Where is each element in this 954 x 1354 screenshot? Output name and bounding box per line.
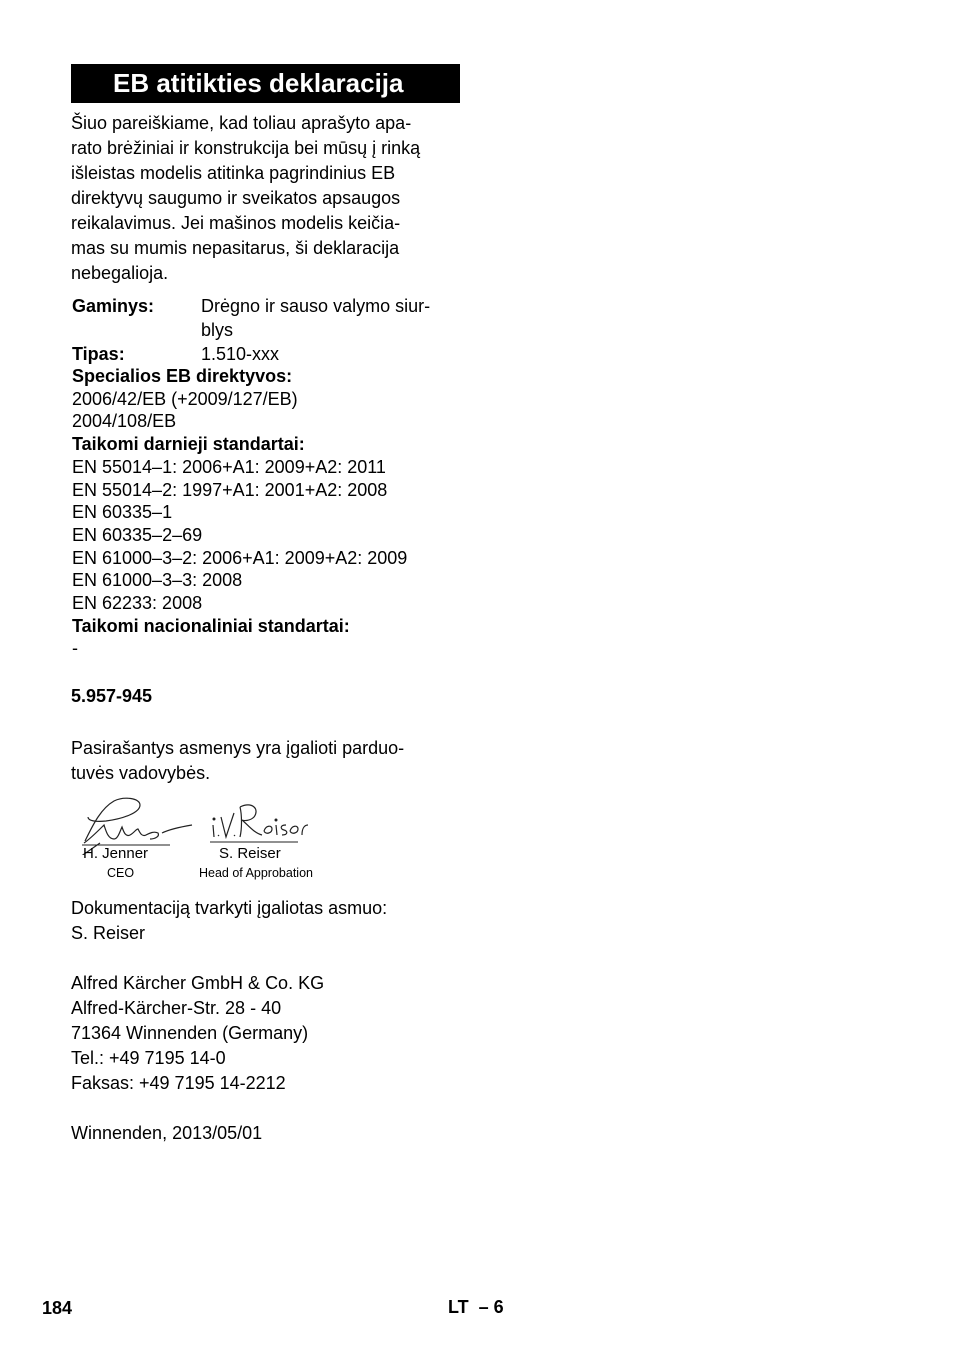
standard-item: EN 61000–3–2: 2006+A1: 2009+A2: 2009 bbox=[72, 547, 408, 568]
language-page-label: LT – 6 bbox=[448, 1297, 504, 1317]
signatories-note bbox=[71, 736, 471, 786]
signatory-name: H. Jenner bbox=[83, 845, 149, 862]
signatories-note-line: Pasirašantys asmenys yra įgalioti parduo- bbox=[71, 738, 405, 758]
signatories-note-line: tuvės vadovybės. bbox=[71, 763, 211, 783]
signatures bbox=[70, 795, 360, 885]
company-fax: Faksas: +49 7195 14-2212 bbox=[71, 1073, 286, 1093]
standard-item: EN 55014–2: 1997+A1: 2001+A2: 2008 bbox=[72, 479, 388, 500]
product-row bbox=[72, 295, 462, 319]
intro-line: rato brėžiniai ir konstrukcija bei mūsų į rinką bbox=[71, 138, 421, 158]
product-row-continued bbox=[72, 319, 462, 343]
standard-item: EN 61000–3–3: 2008 bbox=[72, 570, 243, 591]
type-value: 1.510-xxx bbox=[201, 344, 280, 364]
place-date: Winnenden, 2013/05/01 bbox=[71, 1123, 263, 1143]
company-street: Alfred-Kärcher-Str. 28 - 40 bbox=[71, 998, 282, 1018]
harmonized-standards-label: Taikomi darnieji standartai: bbox=[72, 434, 305, 455]
signatory-name: S. Reiser bbox=[219, 845, 281, 862]
page-title: EB atitikties deklaracija bbox=[71, 64, 460, 103]
company-address bbox=[71, 971, 471, 1096]
intro-line: direktyvų saugumo ir sveikatos apsaugos bbox=[71, 188, 401, 208]
company-phone: Tel.: +49 7195 14-0 bbox=[71, 1048, 226, 1068]
intro-line: išleistas modelis atitinka pagrindinius EB bbox=[71, 163, 396, 183]
product-label: Gaminys: bbox=[72, 296, 155, 316]
type-label: Tipas: bbox=[72, 344, 125, 364]
signature-reiser bbox=[213, 805, 308, 837]
company-name: Alfred Kärcher GmbH & Co. KG bbox=[71, 973, 325, 993]
signatory-role: Head of Approbation bbox=[199, 866, 313, 880]
intro-paragraph bbox=[71, 111, 471, 286]
intro-line: reikalavimus. Jei mašinos modelis keičia- bbox=[71, 213, 401, 233]
intro-line: Šiuo pareiškiame, kad toliau aprašyto apa- bbox=[71, 113, 412, 133]
intro-line: mas su mumis nepasitarus, ši deklaracija bbox=[71, 238, 400, 258]
company-city: 71364 Winnenden (Germany) bbox=[71, 1023, 309, 1043]
directives-label: Specialios EB direktyvos: bbox=[72, 366, 293, 386]
documentation-label: Dokumentaciją tvarkyti įgaliotas asmuo: bbox=[71, 898, 388, 918]
document-number: 5.957-945 bbox=[71, 686, 153, 706]
standard-item: EN 60335–1 bbox=[72, 502, 173, 523]
signatory-role: CEO bbox=[107, 866, 135, 880]
standard-item: EN 60335–2–69 bbox=[72, 524, 203, 545]
page-number: 184 bbox=[42, 1298, 73, 1318]
directive-item: 2004/108/EB bbox=[72, 411, 177, 432]
national-standards-label: Taikomi nacionaliniai standartai: bbox=[72, 615, 350, 636]
national-standards-value: - bbox=[72, 638, 78, 659]
specification-block bbox=[72, 295, 462, 660]
standard-item: EN 55014–1: 2006+A1: 2009+A2: 2011 bbox=[72, 456, 386, 477]
product-value-continued: blys bbox=[201, 320, 234, 340]
documentation-block bbox=[71, 896, 491, 946]
product-value: Drėgno ir sauso valymo siur- bbox=[201, 296, 431, 316]
standard-item: EN 62233: 2008 bbox=[72, 593, 203, 614]
type-row bbox=[72, 343, 462, 365]
intro-line: nebegalioja. bbox=[71, 263, 169, 283]
directive-item: 2006/42/EB (+2009/127/EB) bbox=[72, 388, 298, 409]
documentation-name: S. Reiser bbox=[71, 923, 146, 943]
